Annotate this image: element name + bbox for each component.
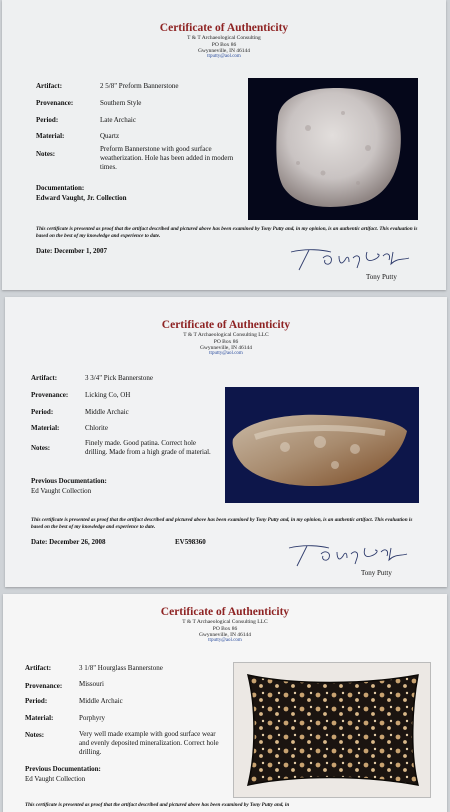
material-label: Material: — [31, 424, 60, 432]
material-value: Quartz — [100, 132, 120, 140]
company-name: T & T Archaeological Consulting — [187, 35, 261, 42]
certificate-header — [2, 22, 446, 60]
certificate-title: Certificate of Authenticity — [160, 606, 290, 618]
material-value: Chlorite — [85, 424, 108, 432]
artifact-photo — [248, 78, 418, 220]
address-line-1: PO Box 86 — [213, 338, 239, 345]
artifact-label: Artifact: — [31, 374, 58, 382]
address-line-1: PO Box 86 — [211, 41, 237, 48]
material-label: Material: — [25, 714, 54, 722]
material-label: Material: — [36, 132, 65, 140]
address-line-2: Gwynneville, IN 46144 — [197, 47, 251, 54]
provenance-value: Southern Style — [100, 99, 142, 107]
email: ttputty@aol.com — [208, 638, 242, 644]
artifact-photo — [233, 662, 431, 798]
email: ttputty@aol.com — [207, 54, 241, 60]
certificate-title: Certificate of Authenticity — [161, 319, 291, 331]
bannerstone-image — [248, 78, 418, 220]
period-label: Period: — [36, 116, 59, 124]
notes-label: Notes: — [25, 731, 45, 739]
address-line-2: Gwynneville, IN 46144 — [199, 344, 253, 351]
documentation-value: Ed Vaught Collection — [25, 775, 86, 783]
notes-label: Notes: — [31, 444, 51, 452]
certificate-header — [3, 606, 447, 644]
notes-value: Preform Bannerstone with good surface weatherization. Hole has been added in modern times. — [100, 145, 234, 172]
certificate-1 — [2, 0, 446, 290]
certificate-title: Certificate of Authenticity — [159, 22, 289, 34]
email: ttputty@aol.com — [209, 351, 243, 357]
company-name: T & T Archaeological Consulting LLC — [182, 619, 268, 626]
authenticity-statement: This certificate is presented as proof that the artifact described and pictured above has been examined by Tony Putty and, in my opinion, is an authentic artifact. This evaluation is based on the best of my knowledge and experience to date. — [36, 226, 418, 240]
certificate-number: EV598360 — [175, 538, 206, 546]
authenticity-statement: This certificate is presented as proof that the artifact described and pictured above has been examined by Tony Putty and, in — [25, 802, 290, 808]
company-name: T & T Archaeological Consulting LLC — [183, 332, 269, 339]
artifact-value: 3 3/4" Pick Bannerstone — [85, 374, 153, 382]
period-value: Middle Archaic — [79, 697, 123, 705]
artifact-value: 3 1/8" Hourglass Bannerstone — [79, 664, 163, 672]
artifact-photo — [225, 387, 419, 503]
notes-label: Notes: — [36, 150, 56, 158]
artifact-label: Artifact: — [36, 82, 63, 90]
signer-name: Tony Putty — [366, 273, 397, 281]
artifact-label: Artifact: — [25, 664, 52, 672]
notes-value: Very well made example with good surface wear and evenly deposited mineralization. Correct hole drilling. — [79, 730, 219, 757]
notes-value: Finely made. Good patina. Correct hole drilling. Made from a high grade of material. — [85, 439, 211, 457]
certificate-date: Date: December 26, 2008 — [31, 538, 106, 546]
documentation-label: Previous Documentation: — [25, 765, 101, 773]
provenance-value: Missouri — [79, 680, 104, 688]
documentation-value: Edward Vaught, Jr. Collection — [36, 194, 127, 202]
certificate-date: Date: December 1, 2007 — [36, 247, 108, 255]
provenance-label: Provenance: — [36, 99, 74, 107]
documentation-value: Ed Vaught Collection — [31, 487, 92, 495]
signer-name: Tony Putty — [361, 569, 392, 577]
bannerstone-image — [225, 387, 419, 503]
certificate-2 — [5, 297, 447, 587]
authenticity-statement: This certificate is presented as proof that the artifact described and pictured above has been examined by Tony Putty and, in my opinion, is an authentic artifact. This evaluation is based on the best of my knowledge and experience to date. — [31, 517, 413, 531]
documentation-label: Previous Documentation: — [31, 477, 107, 485]
signature — [287, 244, 417, 272]
address-line-2: Gwynneville, IN 46144 — [198, 631, 252, 638]
period-value: Middle Archaic — [85, 408, 129, 416]
provenance-label: Provenance: — [31, 391, 69, 399]
provenance-value: Licking Co, OH — [85, 391, 131, 399]
signature — [285, 540, 415, 568]
period-label: Period: — [31, 408, 54, 416]
material-value: Porphyry — [79, 714, 106, 722]
period-label: Period: — [25, 697, 48, 705]
address-line-1: PO Box 86 — [212, 625, 238, 632]
certificate-header — [5, 319, 447, 357]
period-value: Late Archaic — [100, 116, 136, 124]
documentation-label: Documentation: — [36, 184, 85, 192]
bannerstone-image — [234, 663, 430, 797]
artifact-value: 2 5/8" Preform Bannerstone — [100, 82, 179, 90]
certificate-3 — [3, 594, 447, 812]
provenance-label: Provenance: — [25, 682, 63, 690]
